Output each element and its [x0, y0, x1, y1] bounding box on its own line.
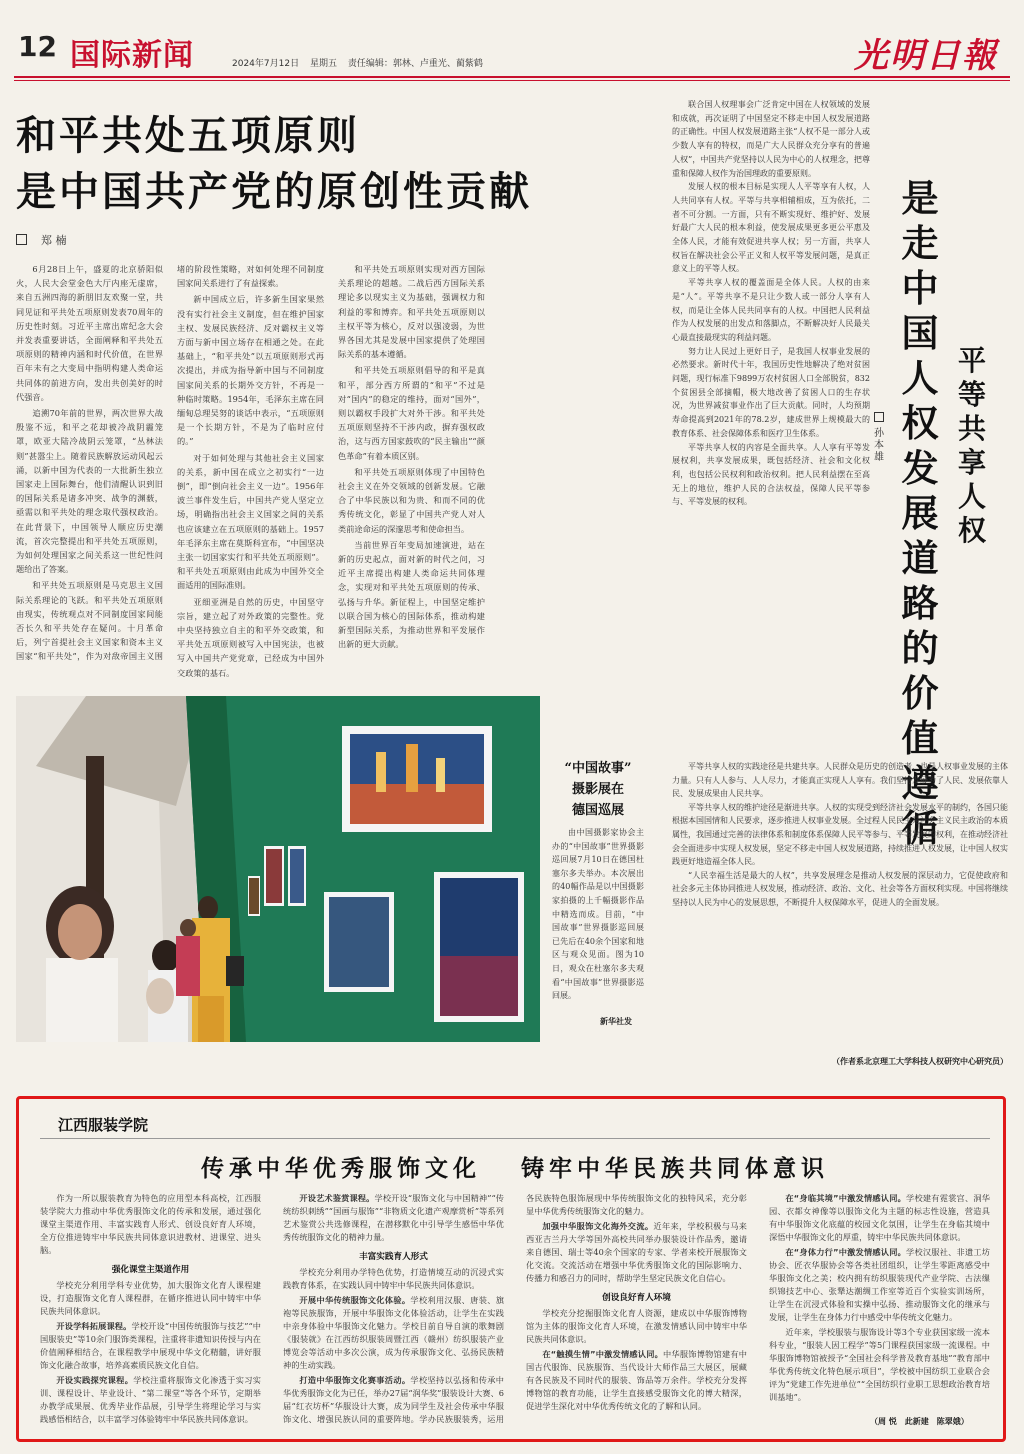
paragraph-lead: 在“触摸生情”中激发情感认同。	[542, 1349, 664, 1359]
sponsored-credit: （周 悦 此新建 陈翠娥）	[870, 1417, 969, 1426]
byline-square-icon	[874, 412, 884, 422]
right-paragraph: 发展人权的根本目标是实现人人平等享有人权，人人共同享有人权。平等与共享相辅相成，互为依托，二者不可分割。一方面，只有不断实现好、维护好、发展好最广大人民的根本利益，使发展成果更多更公平惠及全体人民，才能有效促进共享人权；另一方面，共享人权旨在解决社会公平正义和人权平等发展问题，是真正意义上的平等人权。	[672, 182, 870, 274]
right-paragraph: 平等共享人权的实践途径是共建共享。人民群众是历史的创造者，也是人权事业发展的主体力量。只有人人参与、人人尽力，才能真正实现人人享有。我们坚持发展为了人民、发展依靠人民、发展成果由人民共享。	[672, 762, 1008, 799]
page-number: 12	[18, 30, 57, 63]
masthead-rule-thin	[14, 80, 1010, 81]
caption-title-line: 德国巡展	[571, 803, 624, 818]
paragraph-lead: 打造中华服饰文化赛事活动。	[299, 1375, 411, 1385]
paragraph-text: 中华服饰博物馆建有中国古代服饰、民族服饰、当代设计大师作品三大展区，展藏有各民族及不同时代的服装、饰品等万余件。学校充分发挥博物馆的教育功能，让学生直接感受服饰文化的博大精深，促进学生深化对中华优秀传统文化的了解和认同。	[526, 1349, 747, 1411]
main-paragraph: 6月28日上午，盛夏的北京骄阳似火，人民大会堂金色大厅内座无虚席，来自五洲四海的新朋旧友欢聚一堂，共同见证和平共处五项原则发表70周年的历史性时刻。习近平主席出席纪念大会并发表重要讲话，全面阐释和平共处五项原则的精神内涵和时代价值，在世界百年未有之大变局中指明构建人类命运共同体的前进方向，发出共创美好的时代强音。	[16, 264, 163, 402]
paragraph-lead: 在“身体力行”中激发情感认同。	[785, 1247, 907, 1257]
right-article-subheadline: 平等共享人权	[957, 344, 986, 547]
sponsored-paragraph	[769, 1192, 990, 1244]
paragraph-text: 学校建有霓裳宫、洞华园、衣都女神像等以服饰文化为主题的标志性设施，营造具有中华服饰文化底蕴的校园文化氛围，让学生在身临其境中深悟中华服饰文化的厚重，铸牢中华民族共同体意识。	[769, 1193, 990, 1242]
sponsored-paragraph	[526, 1348, 747, 1413]
right-paragraph: 努力让人民过上更好日子，是我国人权事业发展的必然要求。新时代十年，我国历史性地解决了绝对贫困问题，现行标准下9899万农村贫困人口全部脱贫，832个贫困县全部摘帽，极大地改善了贫困人口的生存状况，为世界减贫事业作出了巨大贡献。同时，人均预期寿命提高到2021年的78.2岁，建成世界上规模最大的教育体系、社会保障体系和医疗卫生体系。	[672, 346, 870, 438]
photo-caption-body: 由中国摄影家协会主办的“中国故事”世界摄影巡回展7月10日在德国杜塞尔多夫举办。本次展出的40幅作品是以中国摄影家拍摄的上千幅摄影作品中精选而成。目前，“中国故事”世界摄影巡回展已先后在40余个国家和地区与观众见面。图为10日，观众在杜塞尔多夫观看“中国故事”世界摄影巡回展。	[552, 828, 644, 1001]
right-article-byline	[872, 412, 886, 464]
byline-square-icon	[16, 234, 27, 245]
right-paragraph: “人民幸福生活是最大的人权”，共享发展理念是推动人权发展的深层动力，它促使政府和社会多元主体协同推进人权发展，推动经济、政治、文化、社会等各方面权利实现。中国将继续坚持以人民为中心的发展思想，不断提升人权保障水平，促进人的全面发展。	[672, 870, 1008, 907]
main-paragraph: 和平共处五项原则倡导的和平是真和平，部分西方所谓的“和平”不过是对“国内”的稳定的维持，面对“国外”，则以霸权手段扩大对外干涉。和平共处五项原则坚持不干涉内政，摒弃强权政治，这与西方国家鼓吹的“民主输出”“颜色革命”有着本质区别。	[338, 365, 485, 461]
sponsored-paragraph	[40, 1320, 261, 1372]
byline-author: 郑 楠	[41, 234, 67, 247]
sponsored-institution: 江西服装学院	[58, 1116, 149, 1134]
main-paragraph: 亚细亚洲是自然的历史，中国坚守宗旨，建立起了对外政策的完整性。党中央坚持独立自主的和平外交政策，和平共处五项原则被写入中国宪法，也被写入中国共产党党章，已经成为中国外交政策的基石。	[177, 596, 324, 678]
right-paragraph: 平等共享人权的维护途径是渐进共享。人权的实现受到经济社会发展水平的制约，各国只能根据本国国情和人民要求，逐步推进人权事业发展。全过程人民民主是社会主义民主政治的本质属性，我国通过完善的法律体系和制度体系保障人民平等参与、平等发展的权利，在推动经济社会全面进步中实现人权发展，坚定不移走中国人权发展道路，持续推进人权发展，让中国人权实践更好地造福全体人民。	[672, 802, 1008, 867]
sponsored-paragraph	[283, 1192, 504, 1244]
paragraph-lead: 加强中华服饰文化海外交流。	[542, 1221, 654, 1231]
caption-title-line: “中国故事”	[564, 761, 632, 776]
main-paragraph: 追溯70年前的世界，两次世界大战殷鉴不远，和平之花却被冷战阴霾笼罩，欧亚大陆冷战阴云笼罩，“丛林法则”甚嚣尘上。随着民族解放运动风起云涌，以新中国为代表的一大批新生独立国家走上国际舞台，他们清醒认识到旧的国际关系是诸多冲突、战争的渊薮，亟需以和平共处的理念取代强权政治。在此背景下，中国领导人顺应历史潮流，首次完整提出和平共处五项原则，为如何处理国家之间关系这一世纪性问题给出了答案。	[16, 408, 163, 575]
caption-title-line: 摄影展在	[571, 782, 624, 797]
right-paragraph: 平等共享人权的内容是全面共享。人人享有平等发展权利，共享发展成果，既包括经济、社会和文化权利，也包括公民权利和政治权利。把人民利益摆在至高无上的地位，维护人民的合法权益，保障人民平等参与、平等发展的权利。	[672, 442, 870, 507]
sponsored-paragraph	[283, 1294, 504, 1372]
section-title: 国际新闻	[70, 38, 194, 73]
paragraph-text: 学校汉服社、非遗工坊协会、匠衣华服协会等各类社团组织，让学生零距离感受中华服饰文化之美；校内拥有纺织服装现代产业学院、古法缫织锦技艺中心、张犟达潮绸工作室等近百个实验实训场所，让学生在沉浸式体验和实操中弘扬、推动服饰文化的继承与发展，让学生在身体力行中感受中华传统文化魅力。	[769, 1247, 990, 1322]
sponsored-paragraph: 学校充分挖掘服饰文化育人资源，建成以中华服饰博物馆为主体的服饰文化育人环境，在激发情感认同中铸牢中华民族共同体意识。	[526, 1308, 747, 1344]
exhibition-photo-illustration	[16, 696, 540, 1042]
main-article-body	[16, 262, 646, 682]
main-paragraph: 和平共处五项原则是马克思主义国际关系理论的飞跃。和平共处五项原则由现实，传统观点对不同制度国家间能否长久和平共处存在疑问。十月革命后，列宁首提社会主义国家和资本主义国家“和平共处”，作为对敌帝国主义围堵的阶段性策略，对如何处理不同制度国家间关系进行了有益探索。	[16, 264, 324, 662]
sponsored-section-heading: 强化课堂主渠道作用	[111, 1265, 190, 1275]
sponsored-paragraph	[40, 1374, 261, 1426]
sponsored-headline-part-1: 传承中华优秀服饰文化	[201, 1155, 481, 1182]
sponsored-paragraph: 学校充分利用办学特色优势，打造情境互动的沉浸式实践教育体系，在实践认同中铸牢中华民族共同体意识。	[283, 1267, 504, 1290]
issue-weekday: 星期五	[309, 59, 337, 69]
sponsored-paragraph: 近年来，学校服装与服饰设计等3个专业获国家级一流本科专业，“服装人因工程学”等5门课程获国家级一流课程。中华服饰博物馆被授予“全国社会科学普及教育基地”“教育部中华优秀传统文化特色展示项目”，学校被中国纺织工业联合会评为“党建工作先进单位”“全国纺织行业职工思想政治教育培训基地”。	[769, 1327, 990, 1402]
right-paragraph: 联合国人权理事会广泛肯定中国在人权领域的发展和成就，再次证明了中国坚定不移走中国人权发展道路的正确性。中国人权发展道路主张“人权不是一部分人或少数人享有的特权，而是广大人民群众充分享有的普遍人权”，中国共产党坚持以人民为中心的人权理念，把尊重和保障人权作为治国理政的重要原则。	[672, 100, 870, 178]
sponsored-section-heading: 丰富实践育人形式	[359, 1252, 428, 1262]
sponsored-headline	[40, 1150, 990, 1183]
sponsored-body	[40, 1192, 990, 1428]
paragraph-lead: 开设实践探究课程。	[56, 1375, 134, 1385]
sponsored-paragraph	[769, 1246, 990, 1324]
main-paragraph: 和平共处五项原则实现对西方国际关系理论的超越。二战后西方国际关系理论多以现实主义为基础，强调权力和利益的零和博弈。和平共处五项原则以主权平等为核心，反对以强凌弱，为世界各国尤其是发展中国家提供了处理国际关系的基本遵循。	[338, 264, 485, 360]
main-paragraph: 当前世界百年变局加速演进，站在新的历史起点，面对新的时代之问，习近平主席提出构建人类命运共同体理念，实现对和平共处五项原则的传承、弘扬与升华。新征程上，中国坚定维护以联合国为核心的国际体系，推动构建新型国际关系，为推动世界和平发展作出新的更大贡献。	[338, 539, 485, 650]
main-paragraph: 新中国成立后，许多新生国家果然没有实行社会主义制度，但在维护国家主权、发展民族经济、反对霸权主义等方面与新中国立场存在相通之处。在此基础上，“和平共处”以五项原则形式再次提出，并成为指导新中国与不同制度国家间关系的长期外交方针，不再是一种临时策略。1954年，毛泽东主席在同缅甸总理吴努的谈话中表示，“五项原则是一个长期方针，不是为了临时应付的。”	[177, 294, 324, 447]
newspaper-logo: 光明日報	[854, 36, 998, 76]
right-byline-author: 孙本雄	[874, 428, 884, 463]
exhibition-photo	[16, 696, 540, 1042]
right-paragraph: 平等共享人权的覆盖面是全体人民。人权的由来是“人”。平等共享不是只让少数人或一部分人享有人权，而是让全体人民共同享有的人权。中国把人民利益作为人权发展的出发点和落脚点，不断解决好人民最关心最直接最现实的利益问题。	[672, 278, 870, 342]
paragraph-text: 学校开设“服饰文化与中国精神”“传统纺织刺绣”“国画与服饰”“非物质文化遗产观摩赏析”等系列艺术鉴赏公共选修课程，在潜移默化中引导学生感悟中华优秀传统服饰文化的精神力量。	[283, 1193, 504, 1242]
right-article-headline: 是走中国人权发展道路的价值遵循	[901, 176, 939, 850]
main-paragraph: 对于如何处理与其他社会主义国家的关系，新中国在成立之初实行“一边倒”，即“倒向社会主义一边”。1956年波兰事件发生后，中国共产党人坚定立场，明确指出社会主义国家之间的关系也应该建立在五项原则的基础上。1957年毛泽东主席在莫斯科宣布，“中国坚决主张一切国家实行和平共处五项原则”。和平共处五项原则由此成为中国外交全面适用的国际准则。	[177, 452, 324, 591]
paragraph-text: 学校利用汉服、唐装、旗袍等民族服饰，开展中华服饰文化体验活动，让学生在实践中亲身体验中华服饰文化魅力。学校目前自导自演的歌舞剧《服装就》在江西纺织服装周暨江西（赣州）纺织服装产业博览会等活动中多次公演，成为传承服饰文化、弘扬民族精神的生动实践。	[283, 1295, 504, 1370]
headline-line-1: 和平共处五项原则	[16, 112, 360, 159]
paragraph-lead: 开设艺术鉴赏课程。	[299, 1193, 375, 1203]
paragraph-text: 学校开设“中国传统服饰与技艺”“中国服装史”等10余门服饰类课程，注重将非遗知识传授与内在价值阐释相结合，在课程教学中展现中华文化精髓，讲好服饰文化融合故事，培养高素质民族文化自信。	[40, 1321, 261, 1370]
paragraph-lead: 开设学科拓展课程。	[56, 1321, 132, 1331]
right-article-body-top	[672, 98, 870, 748]
sponsored-divider	[40, 1138, 990, 1139]
sponsored-paragraph: 学校充分利用学科专业优势，加大服饰文化育人课程建设，打造服饰文化育人课程群，在循序推进认同中铸牢中华民族共同体意识。	[40, 1280, 261, 1316]
sponsored-intro: 作为一所以服装教育为特色的应用型本科高校，江西服装学院大力推动中华优秀服饰文化的传承和发展，通过强化课堂主渠道作用、丰富实践育人形式、创设良好育人环境，全方位推进铸牢中华民族共同体意识进教材、进课堂、进头脑。	[40, 1193, 261, 1255]
photo-caption-title	[552, 758, 644, 821]
right-article-credit: （作者系北京理工大学科技人权研究中心研究员）	[832, 1057, 1008, 1066]
sponsored-headline-part-2: 铸牢中华民族共同体意识	[521, 1155, 829, 1182]
main-article-byline	[16, 232, 67, 248]
paragraph-lead: 在“身临其境”中激发情感认同。	[785, 1193, 907, 1203]
sponsored-section-heading: 创设良好育人环境	[602, 1293, 671, 1303]
issue-date: 2024年7月12日	[232, 59, 300, 69]
paragraph-text: 学校坚持以弘扬和传承中华优秀服饰文化为已任，举办27届“润华奖”服装设计大赛、6届“红衣坊杯”华服设计大赛，成为同学生及社会传承中华服饰文化、增强民族认同的重要阵地。学办民族服装秀，运用各民族特色服饰展现中华传统服饰文化的独特风采，充分彰显中华优秀传统服饰文化的魅力。	[283, 1193, 747, 1424]
paragraph-text: 近年来，学校积极与马来西亚吉兰丹大学等国外高校共同举办服装设计作品秀，邀请来自德国、瑞士等40余个国家的专家、学者来校开展服饰文化交流。交流活动在增强中华优秀服饰文化的国际影响力、传播力和感召力的同时，帮助学生坚定民族文化自信心。	[526, 1221, 747, 1283]
photo-caption-credit: 新华社发	[600, 1017, 632, 1026]
issue-editors: 责任编辑：郭林、卢重光、蔺紫鹤	[347, 59, 483, 69]
paragraph-text: 学校注重将服饰文化渗透于实习实训、课程设计、毕业设计、“第二课堂”等各个环节，定期举办教学成果展、优秀毕业作品展，引导学生将理论学习与实践感悟相结合，以丰富学习体验铸牢中华民族共同体意识。	[40, 1375, 261, 1424]
issue-meta	[232, 56, 491, 69]
masthead-rule	[14, 76, 1010, 78]
sponsored-paragraph	[526, 1220, 747, 1285]
paragraph-lead: 开展中华传统服饰文化体验。	[299, 1295, 411, 1305]
main-article-headline	[16, 108, 636, 220]
right-article-body-bottom	[672, 760, 1008, 1032]
main-paragraph: 和平共处五项原则体现了中国特色社会主义在外交领域的创新发展。它融合了中华民族以和为贵、和而不同的优秀传统文化，彰显了中国共产党人对人类前途命运的深邃思考和使命担当。	[338, 466, 485, 534]
headline-line-2: 是中国共产党的原创性贡献	[16, 168, 532, 215]
